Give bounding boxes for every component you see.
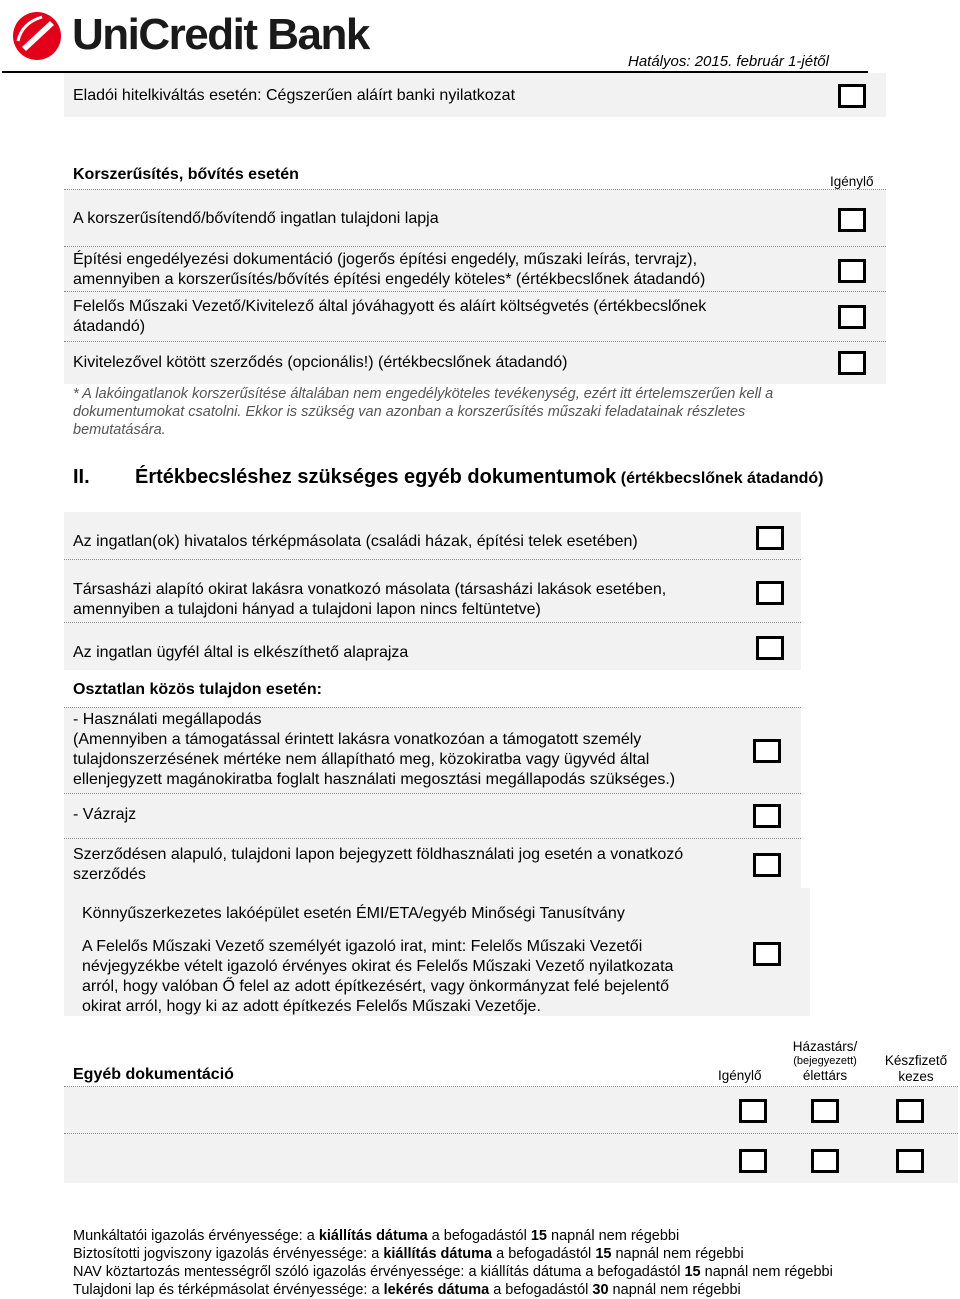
modernization-col-applicant: Igénylő bbox=[830, 174, 874, 189]
modernization-item-title-deed: A korszerűsítendő/bővítendő ingatlan tulajdoni lapja bbox=[73, 210, 439, 227]
spouse-label-1: Házastárs/ bbox=[792, 1039, 858, 1054]
other-row-1-applicant-checkbox[interactable] bbox=[739, 1099, 767, 1123]
supervisor-checkbox[interactable] bbox=[753, 942, 781, 966]
joint-sketch: - Vázrajz bbox=[73, 806, 137, 823]
other-row-2-applicant-checkbox[interactable] bbox=[739, 1149, 767, 1173]
effective-date: Hatályos: 2015. február 1-jétől bbox=[628, 53, 829, 70]
guarantor-label-2: kezes bbox=[898, 1069, 934, 1084]
joint-usage-1: - Használati megállapodás bbox=[73, 711, 262, 728]
guarantor-label-1: Készfizető bbox=[884, 1053, 948, 1068]
section2-checkbox-map[interactable] bbox=[756, 526, 784, 550]
modernization-item-budget-1: Felelős Műszaki Vezető/Kivitelező által jóváhagyott és aláírt költségvetés (értékbecslőnek bbox=[73, 298, 707, 315]
supervisor-2: névjegyzékbe vételt igazoló érvényes okirat és Felelős Műszaki Vezető nyilatkozata bbox=[82, 958, 674, 975]
spouse-label-3: élettárs bbox=[802, 1068, 848, 1083]
modernization-note-3: bemutatására. bbox=[73, 422, 166, 438]
other-title: Egyéb dokumentáció bbox=[73, 1066, 234, 1083]
sellers-loan-checkbox[interactable] bbox=[838, 84, 866, 108]
supervisor-4: okirat arról, hogy ki az adott építkezés Felelős Műszaki Vezetője. bbox=[82, 998, 541, 1015]
land-use-checkbox[interactable] bbox=[753, 853, 781, 877]
footer-line-title-deed: Tulajdoni lap és térképmásolat érvényessége: a lekérés dátuma a befogadástól 30 napnál nem régebbi bbox=[73, 1282, 741, 1298]
section2-item-deed-1: Társasházi alapító okirat lakásra vonatkozó másolata (társasházi lakások esetében, bbox=[73, 581, 667, 598]
other-row-1-spouse-checkbox[interactable] bbox=[811, 1099, 839, 1123]
joint-usage-checkbox[interactable] bbox=[753, 739, 781, 763]
section2-item-deed-2: amennyiben a tulajdoni hányad a tulajdoni lapon nincs feltüntetve) bbox=[73, 601, 541, 618]
modernization-checkbox-3[interactable] bbox=[838, 305, 866, 329]
modernization-checkbox-4[interactable] bbox=[838, 351, 866, 375]
modernization-note-2: dokumentumokat csatolni. Ekkor is szükség van azonban a korszerűsítés műszaki feladatainak részletes bbox=[73, 404, 746, 420]
modernization-note-1: * A lakóingatlanok korszerűsítése általában nem engedélyköteles tevékenység, ezért itt értelemszerűen kell a bbox=[73, 386, 774, 402]
modernization-title: Korszerűsítés, bővítés esetén bbox=[73, 166, 299, 183]
joint-sketch-checkbox[interactable] bbox=[753, 804, 781, 828]
sellers-loan-label: Eladói hitelkiváltás esetén: Cégszerűen aláírt banki nyilatkozat bbox=[73, 87, 516, 104]
section2-heading bbox=[135, 466, 824, 489]
section2-checkbox-floorplan[interactable] bbox=[756, 636, 784, 660]
modernization-item-contract: Kivitelezővel kötött szerződés (opcionális!) (értékbecslőnek átadandó) bbox=[73, 354, 568, 371]
other-row-2-guarantor-checkbox[interactable] bbox=[896, 1149, 924, 1173]
section2-item-floorplan: Az ingatlan ügyfél által is elkészíthető alaprajza bbox=[73, 644, 409, 661]
bank-name: UniCredit Bank bbox=[72, 10, 369, 59]
joint-usage-2: (Amennyiben a támogatással érintett lakásra vonatkozóan a támogatott személy bbox=[73, 731, 642, 748]
land-use-2: szerződés bbox=[73, 866, 146, 883]
other-col-guarantor bbox=[878, 1053, 954, 1085]
modernization-checkbox-2[interactable] bbox=[838, 259, 866, 283]
other-row-2-spouse-checkbox[interactable] bbox=[811, 1149, 839, 1173]
modernization-checkbox-1[interactable] bbox=[838, 208, 866, 232]
section2-subtitle: (értékbecslőnek átadandó) bbox=[620, 470, 824, 487]
spouse-label-2: (bejegyezett) bbox=[793, 1055, 857, 1067]
unicredit-logo-icon bbox=[12, 11, 62, 61]
other-col-spouse bbox=[785, 1039, 865, 1084]
modernization-item-permit-1: Építési engedélyezési dokumentáció (jogerős építési engedély, műszaki leírás, tervrajz), bbox=[73, 251, 698, 268]
footer-line-insurance: Biztosítotti jogviszony igazolás érvényessége: a kiállítás dátuma a befogadástól 15 napnál nem régebbi bbox=[73, 1246, 744, 1262]
modernization-item-permit-2: amennyiben a korszerűsítés/bővítés építési engedély köteles* (értékbecslőnek átadandó) bbox=[73, 271, 706, 288]
joint-ownership-title: Osztatlan közös tulajdon esetén: bbox=[73, 681, 322, 698]
modernization-item-budget-2: átadandó) bbox=[73, 318, 146, 335]
land-use-1: Szerződésen alapuló, tulajdoni lapon bejegyzett földhasználati jog esetén a vonatkozó bbox=[73, 846, 684, 863]
light-structure-cert: Könnyűszerkezetes lakóépület esetén ÉMI/ETA/egyéb Minőségi Tanusítvány bbox=[82, 905, 625, 922]
joint-usage-3: tulajdonszerzésének mértéke nem állapítható meg, közokiratba vagy ügyvéd által bbox=[73, 751, 650, 768]
footer-line-nav: NAV köztartozás mentességről szóló igazolás érvényessége: a kiállítás dátuma a befogadástól 15 napnál nem régebbi bbox=[73, 1264, 833, 1280]
joint-usage-4: ellenjegyzett magánokiratba foglalt használati megosztási megállapodás szükséges.) bbox=[73, 771, 676, 788]
bank-logo bbox=[10, 8, 370, 64]
other-row-1-guarantor-checkbox[interactable] bbox=[896, 1099, 924, 1123]
other-col-applicant: Igénylő bbox=[718, 1068, 762, 1083]
footer-line-employer: Munkáltatói igazolás érvényessége: a kiállítás dátuma a befogadástól 15 napnál nem régebbi bbox=[73, 1228, 680, 1244]
supervisor-3: arról, hogy valóban Ő felel az adott építkezésért, vagy önkormányzat felé bejelentő bbox=[82, 978, 670, 995]
section2-item-map: Az ingatlan(ok) hivatalos térképmásolata (családi házak, építési telek esetében) bbox=[73, 533, 638, 550]
section2-number: II. bbox=[73, 466, 90, 488]
section2-checkbox-deed[interactable] bbox=[756, 581, 784, 605]
supervisor-1: A Felelős Műszaki Vezető személyét igazoló irat, mint: Felelős Műszaki Vezetői bbox=[82, 938, 643, 955]
section2-title: Értékbecsléshez szükséges egyéb dokumentumok bbox=[135, 466, 617, 488]
